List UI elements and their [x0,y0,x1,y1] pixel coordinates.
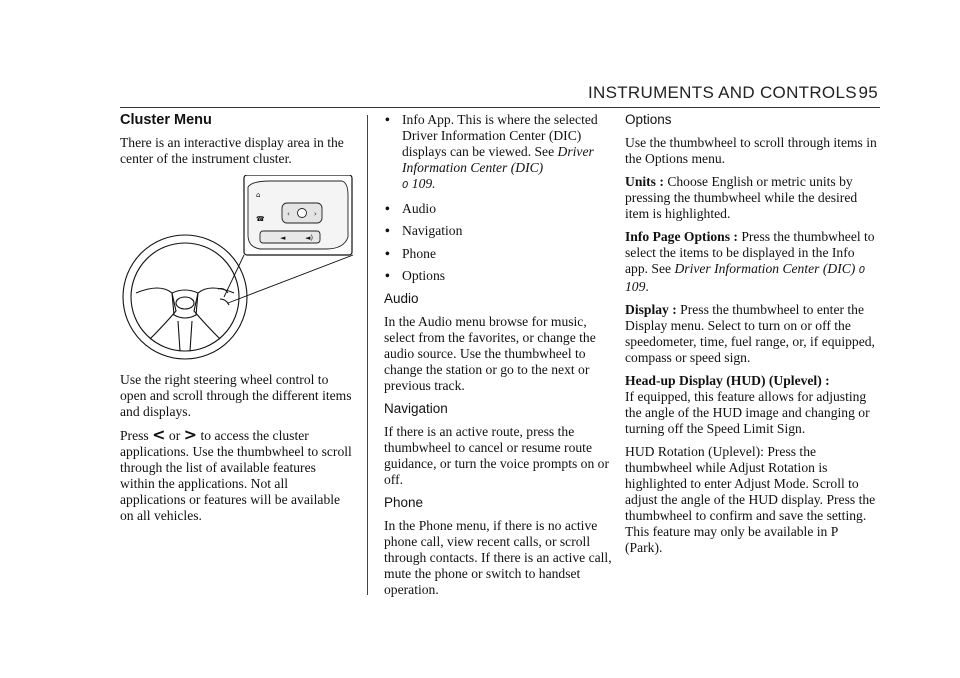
intro-paragraph: There is an interactive display area in the center of the instrument cluster. [120,135,344,166]
list-item-navigation: • Navigation [384,223,617,239]
column-divider [367,115,368,595]
column-2 [384,112,617,605]
chevron-left-icon: < [152,425,166,444]
usage-paragraph: Use the right steering wheel control to open and scroll through the different items and displays. [120,372,352,419]
phone-heading: Phone [384,494,424,510]
column-3 [625,112,878,563]
dic-reference-link[interactable]: Driver Information Center (DIC) [674,261,856,276]
header-rule [120,107,880,108]
page-ref-icon: 0 [402,180,409,191]
svg-text:◄): ◄) [305,234,314,242]
hud-paragraph: Head-up Display (HUD) (Uplevel) : If equipped, this feature allows for adjusting the angle of the HUD image and changing or turning off the Speed Limit Sign. [625,373,870,436]
svg-text:☎: ☎ [256,215,265,223]
options-paragraph: Use the thumbwheel to scroll through items in the Options menu. [625,135,877,166]
section-title: INSTRUMENTS AND CONTROLS [588,83,857,102]
page-number: 95 [858,83,878,102]
units-paragraph: Units : Choose English or metric units by pressing the thumbwheel while the desired item is highlighted. [625,174,858,221]
press-paragraph: Press < or > to access the cluster applications. Use the thumbwheel to scroll through the list of available features within the applications. Not all applications or features will be available on all vehicles. [120,425,352,523]
cluster-menu-heading: Cluster Menu [120,112,212,128]
dic-page-link[interactable]: 109 [411,176,433,191]
options-heading: Options [625,112,672,127]
svg-text:⌂: ⌂ [256,191,261,199]
hud-rotation-paragraph: HUD Rotation (Uplevel): Press the thumbwheel while Adjust Rotation is highlighted to enter Adjust Mode. Scroll to adjust the angle of the HUD display. Press the thumbwheel to confirm and save the setting. This feature may only be available in P (Park). [625,444,876,555]
audio-paragraph: In the Audio menu browse for music, select from the favorites, or change the audio source. Use the thumbwheel to change the station or go to the next or previous track. [384,313,596,393]
info-page-options-paragraph: Info Page Options : Press the thumbwheel to select the items to be displayed in the Info app. See Driver Information Center (DIC) 0 109. [625,229,875,294]
list-item-info-app: • Info App. This is where the selected Driver Information Center (DIC) displays can be viewed. See Driver Information Center (DIC) 0 109. [384,112,617,194]
audio-heading: Audio [384,290,419,306]
dic-reference-link[interactable]: Driver Information Center (DIC) [402,144,594,175]
svg-text:‹: ‹ [287,210,290,218]
list-item-audio: • Audio [384,201,617,217]
chevron-right-icon: > [183,425,198,444]
list-item-phone: • Phone [384,246,617,262]
dic-page-link[interactable]: 109 [625,279,646,294]
phone-paragraph: In the Phone menu, if there is no active phone call, view recent calls, or scroll through contacts. If there is an active call, mute the phone or switch to handset operation. [384,517,612,597]
steering-wheel-illustration [120,175,353,361]
app-list [384,112,617,284]
navigation-paragraph: If there is an active route, press the thumbwheel to cancel or resume route guidance, or turn the voice prompts on or off. [384,423,609,487]
svg-text:◄: ◄ [280,234,286,242]
navigation-heading: Navigation [384,400,448,416]
column-1 [120,112,353,531]
svg-text:›: › [314,210,317,218]
page-ref-icon: 0 [858,265,866,276]
list-item-options: • Options [384,268,617,284]
display-paragraph: Display : Press the thumbwheel to enter the Display menu. Select to turn on or off the speedometer, time, fuel range, or, if equipped, compass or speed sign. [625,302,875,365]
